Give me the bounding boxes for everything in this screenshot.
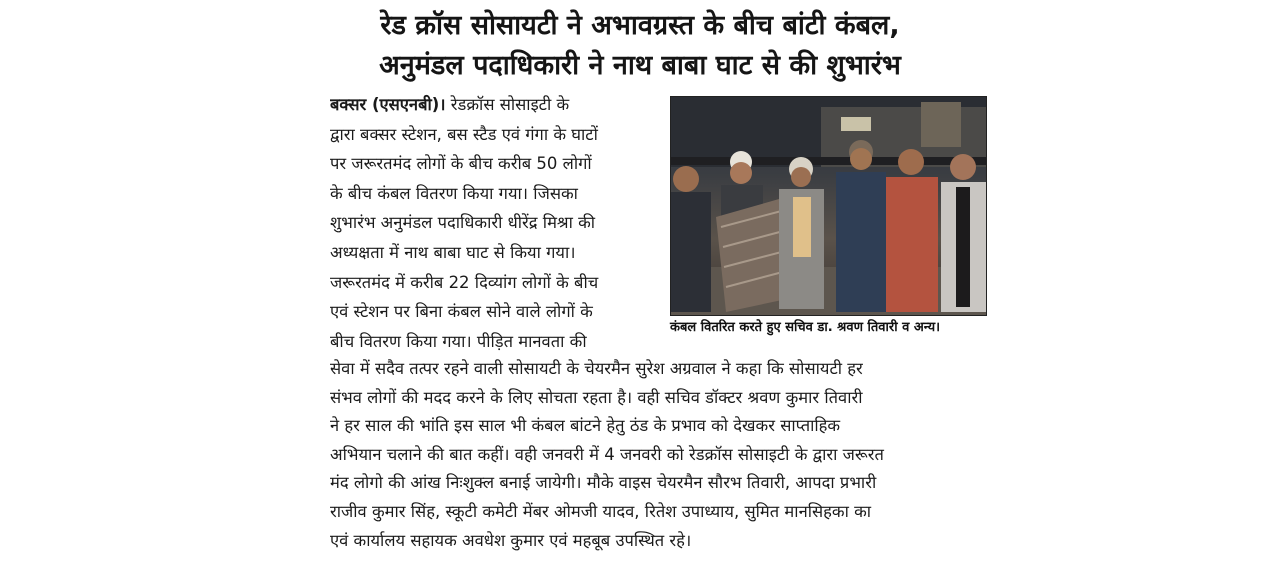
article-line: ने हर साल की भांति इस साल भी कंबल बांटने हेतु ठंड के प्रभाव को देखकर साप्ताहिक: [330, 416, 841, 436]
article-line: के बीच कंबल वितरण किया गया। जिसका: [330, 183, 578, 203]
article-line: सेवा में सदैव तत्पर रहने वाली सोसायटी के चेयरमैन सुरेश अग्रवाल ने कहा कि सोसायटी हर: [330, 359, 863, 378]
article-full-width-text: [330, 355, 990, 555]
article-line: एवं कार्यालय सहायक अवधेश कुमार एवं महबूब उपस्थित रहे।: [330, 530, 692, 550]
article-column-text: [330, 90, 662, 356]
article-line: मंद लोगो की आंख निःशुक्ल बनाई जायेगी। मौके वाइस चेयरमैन सौरभ तिवारी, आपदा प्रभारी: [330, 473, 877, 493]
article-line-1: बक्सर (एसएनबी)। रेडक्रॉस सोसाइटी के: [330, 95, 570, 114]
headline-line-2: अनुमंडल पदाधिकारी ने नाथ बाबा घाट से की शुभारंभ: [379, 50, 901, 81]
article-line: एवं स्टेशन पर बिना कंबल सोने वाले लोगों के: [330, 302, 593, 322]
article-line: संभव लोगों की मदद करने के लिए सोचता रहता है। वही सचिव डॉक्टर श्रवण कुमार तिवारी: [330, 387, 863, 407]
article-line: अध्यक्षता में नाथ बाबा घाट से किया गया।: [330, 242, 576, 262]
article-line: द्वारा बक्सर स्टेशन, बस स्टैड एवं गंगा के घाटों: [330, 124, 598, 144]
headline: [290, 6, 990, 86]
article-line: शुभारंभ अनुमंडल पदाधिकारी धीरेंद्र मिश्रा की: [330, 213, 596, 233]
photo-illustration: [671, 97, 986, 315]
dateline: बक्सर (एसएनबी)।: [330, 95, 446, 114]
news-photo: [670, 96, 987, 316]
article-line: अभियान चलाने की बात कहीं। वही जनवरी में 4 जनवरी को रेडक्रॉस सोसाइटी के द्वारा जरूरत: [330, 444, 884, 464]
article-line: राजीव कुमार सिंह, स्कूटी कमेटी मेंबर ओमजी यादव, रितेश उपाध्याय, सुमित मानसिहका का: [330, 501, 872, 521]
photo-caption: कंबल वितरित करते हुए सचिव डा. श्रवण तिवारी व अन्य।: [670, 320, 941, 335]
article-line: बीच वितरण किया गया। पीड़ित मानवता की: [330, 331, 587, 351]
article-line: पर जरूरतमंद लोगों के बीच करीब 50 लोगों: [330, 154, 592, 174]
headline-line-1: रेड क्रॉस सोसायटी ने अभावग्रस्त के बीच बांटी कंबल,: [380, 10, 900, 41]
article-line: जरूरतमंद में करीब 22 दिव्यांग लोगों के बीच: [330, 272, 599, 292]
